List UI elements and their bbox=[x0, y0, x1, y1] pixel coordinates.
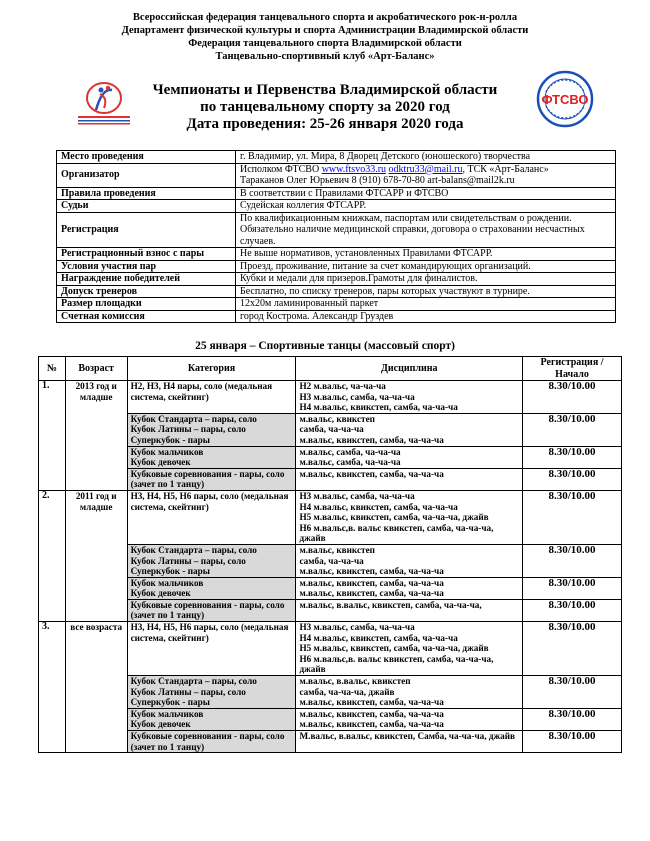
age-group: 2013 год и младше bbox=[65, 381, 127, 491]
info-value bbox=[236, 212, 616, 248]
info-row bbox=[57, 298, 616, 311]
page-title bbox=[0, 82, 650, 133]
category-cell: Н3, Н4, Н5, Н6 пары, соло (медальная система, скейтинг) bbox=[127, 490, 296, 544]
table-row bbox=[39, 490, 622, 544]
info-value: 12х20м ламинированный паркет bbox=[236, 298, 616, 311]
category-cell: Кубок Стандарта – пары, соло Кубок Латины – пары, соло Суперкубок - пары bbox=[127, 544, 296, 577]
info-row bbox=[57, 310, 616, 323]
info-value: В соответствии с Правилами ФТСАРР и ФТСВО bbox=[236, 187, 616, 200]
email-link[interactable]: odktru33@mail.ru bbox=[388, 163, 463, 175]
info-value: г. Владимир, ул. Мира, 8 Дворец Детского (юношеского) творчества bbox=[236, 151, 616, 164]
category-cell: Кубок мальчиков Кубок девочек bbox=[127, 446, 296, 468]
registration-time: 8.30/10.00 bbox=[523, 413, 622, 446]
info-value bbox=[236, 163, 616, 187]
reg-text: По квалификационным книжкам, паспортам или свидетельствам о рождении. bbox=[240, 212, 572, 224]
age-group: все возраста bbox=[65, 622, 127, 753]
discipline-cell: м.вальс, квикстеп, самба, ча-ча-ча м.вальс, квикстеп, самба, ча-ча-ча bbox=[296, 708, 523, 730]
category-cell: Кубок мальчиков Кубок девочек bbox=[127, 708, 296, 730]
schedule-header-row bbox=[39, 357, 622, 381]
header-line: Всероссийская федерация танцевального спорта и акробатического рок-н-ролла bbox=[132, 12, 518, 23]
registration-time: 8.30/10.00 bbox=[523, 708, 622, 730]
ftsvo-logo-text: ФТСВО bbox=[541, 92, 589, 107]
info-key: Размер площадки bbox=[57, 298, 236, 311]
col-header-num: № bbox=[39, 357, 66, 381]
category-cell: Кубковые соревнования - пары, соло (зачет по 1 танцу) bbox=[127, 731, 296, 753]
info-key: Награждение победителей bbox=[57, 273, 236, 286]
info-key: Счетная комиссия bbox=[57, 310, 236, 323]
info-row bbox=[57, 200, 616, 213]
info-row bbox=[57, 285, 616, 298]
info-row bbox=[57, 163, 616, 187]
header-line: Департамент физической культуры и спорта Администрации Владимирской области bbox=[121, 25, 529, 36]
row-number: 1. bbox=[39, 381, 66, 491]
header-line: Танцевально-спортивный клуб «Арт-Баланс» bbox=[215, 51, 435, 62]
info-value: Не выше нормативов, установленных Правилами ФТСАРР. bbox=[236, 248, 616, 261]
discipline-cell: м.вальс, квикстеп самба, ча-ча-ча м.вальс, квикстеп, самба, ча-ча-ча bbox=[296, 544, 523, 577]
org-text: , ТСК «Арт-Баланс» bbox=[462, 163, 549, 175]
header-organizations bbox=[0, 11, 650, 63]
info-key: Условия участия пар bbox=[57, 260, 236, 273]
registration-time: 8.30/10.00 bbox=[523, 446, 622, 468]
info-row bbox=[57, 151, 616, 164]
category-cell: Кубковые соревнования - пары, соло (зачет по 1 танцу) bbox=[127, 599, 296, 621]
discipline-cell: м.вальс, в.вальс, квикстеп самба, ча-ча-ча, джайв м.вальс, квикстеп, самба, ча-ча-ча bbox=[296, 676, 523, 709]
info-row bbox=[57, 187, 616, 200]
title-line: Чемпионаты и Первенства Владимирской области bbox=[152, 82, 498, 98]
info-value: Кубки и медали для призеров.Грамоты для финалистов. bbox=[236, 273, 616, 286]
discipline-cell: м.вальс, квикстеп, самба, ча-ча-ча bbox=[296, 468, 523, 490]
registration-time: 8.30/10.00 bbox=[523, 544, 622, 577]
info-row bbox=[57, 248, 616, 261]
section-title: 25 января – Спортивные танцы (массовый спорт) bbox=[195, 340, 455, 352]
info-key: Регистрация bbox=[57, 212, 236, 248]
col-header-registration: Регистрация / Начало bbox=[523, 357, 622, 381]
website-link[interactable]: www.ftsvo33.ru bbox=[321, 163, 387, 175]
col-header-category: Категория bbox=[127, 357, 296, 381]
table-row bbox=[39, 381, 622, 414]
col-header-discipline: Дисциплина bbox=[296, 357, 523, 381]
registration-time: 8.30/10.00 bbox=[523, 676, 622, 709]
registration-time: 8.30/10.00 bbox=[523, 599, 622, 621]
header-line: Федерация танцевального спорта Владимирской области bbox=[188, 38, 462, 49]
title-line: по танцевальному спорту за 2020 год bbox=[200, 99, 450, 115]
info-key: Правила проведения bbox=[57, 187, 236, 200]
table-row bbox=[39, 622, 622, 676]
info-key: Судьи bbox=[57, 200, 236, 213]
col-header-age: Возраст bbox=[65, 357, 127, 381]
category-cell: Кубок Стандарта – пары, соло Кубок Латины – пары, соло Суперкубок - пары bbox=[127, 413, 296, 446]
discipline-cell: м.вальс, квикстеп самба, ча-ча-ча м.вальс, квикстеп, самба, ча-ча-ча bbox=[296, 413, 523, 446]
discipline-cell: м.вальс, квикстеп, самба, ча-ча-ча м.вальс, квикстеп, самба, ча-ча-ча bbox=[296, 577, 523, 599]
info-row bbox=[57, 212, 616, 248]
info-key: Допуск тренеров bbox=[57, 285, 236, 298]
category-cell: Н2, Н3, Н4 пары, соло (медальная система, скейтинг) bbox=[127, 381, 296, 414]
discipline-cell: Н3 м.вальс, самба, ча-ча-ча Н4 м.вальс, квикстеп, самба, ча-ча-ча Н5 м.вальс, квикстеп, самба, ча-ча-ча, джайв Н6 м.вальс,в. вальс квикстеп, самба, ча-ча-ча, джайв bbox=[296, 490, 523, 544]
info-row bbox=[57, 260, 616, 273]
discipline-cell: Н3 м.вальс, самба, ча-ча-ча Н4 м.вальс, квикстеп, самба, ча-ча-ча Н5 м.вальс, квикстеп, самба, ча-ча-ча, джайв Н6 м.вальс,в. вальс квикстеп, самба, ча-ча-ча, джайв bbox=[296, 622, 523, 676]
registration-time: 8.30/10.00 bbox=[523, 731, 622, 753]
category-cell: Кубковые соревнования - пары, соло (зачет по 1 танцу) bbox=[127, 468, 296, 490]
reg-text: Обязательно наличие медицинской справки, договора о страховании несчастных случаев. bbox=[240, 224, 585, 247]
schedule-table bbox=[38, 356, 622, 753]
category-cell: Кубок Стандарта – пары, соло Кубок Латины – пары, соло Суперкубок - пары bbox=[127, 676, 296, 709]
category-cell: Кубок мальчиков Кубок девочек bbox=[127, 577, 296, 599]
info-table bbox=[56, 150, 616, 323]
org-text: Исполком ФТСВО bbox=[240, 163, 322, 175]
registration-time: 8.30/10.00 bbox=[523, 490, 622, 544]
row-number: 2. bbox=[39, 490, 66, 621]
category-cell: Н3, Н4, Н5, Н6 пары, соло (медальная система, скейтинг) bbox=[127, 622, 296, 676]
discipline-cell: Н2 м.вальс, ча-ча-ча Н3 м.вальс, самба, ча-ча-ча Н4 м.вальс, квикстеп, самба, ча-ча-ча bbox=[296, 381, 523, 414]
info-key: Регистрационный взнос с пары bbox=[57, 248, 236, 261]
discipline-cell: м.вальс, самба, ча-ча-ча м.вальс, самба, ча-ча-ча bbox=[296, 446, 523, 468]
row-number: 3. bbox=[39, 622, 66, 753]
registration-time: 8.30/10.00 bbox=[523, 577, 622, 599]
info-row bbox=[57, 273, 616, 286]
info-value: Бесплатно, по списку тренеров, пары которых участвуют в турнире. bbox=[236, 285, 616, 298]
registration-time: 8.30/10.00 bbox=[523, 468, 622, 490]
info-value: город Кострома. Александр Груздев bbox=[236, 310, 616, 323]
registration-time: 8.30/10.00 bbox=[523, 622, 622, 676]
info-key: Организатор bbox=[57, 163, 236, 187]
discipline-cell: м.вальс, в.вальс, квикстеп, самба, ча-ча-ча, bbox=[296, 599, 523, 621]
title-line: Дата проведения: 25-26 января 2020 года bbox=[186, 116, 464, 132]
info-value: Судейская коллегия ФТСАРР. bbox=[236, 200, 616, 213]
registration-time: 8.30/10.00 bbox=[523, 381, 622, 414]
info-value: Проезд, проживание, питание за счет командирующих организаций. bbox=[236, 260, 616, 273]
info-key: Место проведения bbox=[57, 151, 236, 164]
age-group: 2011 год и младше bbox=[65, 490, 127, 621]
discipline-cell: М.вальс, в.вальс, квикстеп, Самба, ча-ча-ча, джайв bbox=[296, 731, 523, 753]
org-contact: Тараканов Олег Юрьевич 8 (910) 678-70-80 art-balans@mail2k.ru bbox=[240, 175, 515, 186]
